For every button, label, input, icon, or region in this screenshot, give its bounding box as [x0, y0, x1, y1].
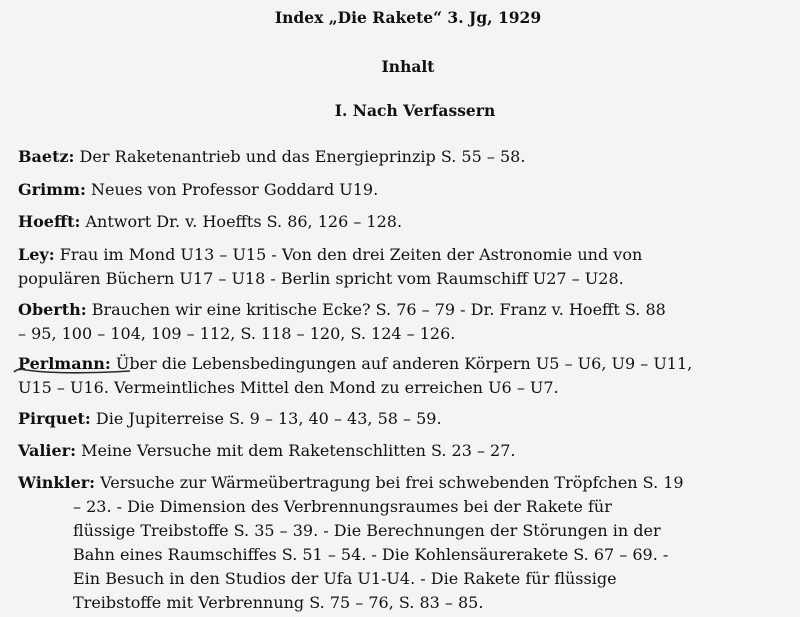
entry-text: Versuche zur Wärmeübertragung bei frei schwebenden Tröpfchen S. 19 [95, 473, 684, 492]
entry-text: Der Raketenantrieb und das Energieprinzip S. 55 – 58. [74, 147, 526, 166]
entry-line [18, 352, 793, 376]
entry-line: flüssige Treibstoffe S. 35 – 39. - Die Berechnungen der Störungen in der [73, 521, 661, 540]
entry-line: – 23. - Die Dimension des Verbrennungsraumes bei der Rakete für [73, 497, 612, 516]
entry-line: U15 – U16. Vermeintliches Mittel den Mond zu erreichen U6 – U7. [18, 378, 559, 397]
document-title: Index „Die Rakete“ 3. Jg, 1929 [274, 8, 542, 27]
author-name: Winkler: [18, 473, 96, 492]
author-name: Pirquet: [18, 409, 91, 428]
entry-hoefft [18, 210, 793, 234]
entry-line [18, 439, 793, 463]
entry-winkler [18, 471, 793, 615]
author-name: Ley: [18, 245, 55, 264]
entry-perlmann [18, 352, 793, 400]
handwritten-underline-icon [12, 366, 132, 380]
underlined-author [18, 352, 111, 376]
entry-line [18, 407, 793, 431]
author-name: Valier: [18, 441, 76, 460]
entry-text: Meine Versuche mit dem Raketenschlitten S. 23 – 27. [75, 441, 516, 460]
entry-text: Brauchen wir eine kritische Ecke? S. 76 – 79 - Dr. Franz v. Hoefft S. 88 [86, 300, 666, 319]
document-subtitle: Inhalt [381, 57, 435, 76]
entry-text: Neues von Professor Goddard U19. [85, 180, 379, 199]
author-name: Hoefft: [18, 212, 81, 231]
entry-oberth [18, 298, 793, 346]
entry-line: populären Büchern U17 – U18 - Berlin spricht vom Raumschiff U27 – U28. [18, 269, 624, 288]
entry-line [18, 298, 793, 322]
entry-text: Frau im Mond U13 – U15 - Von den drei Zeiten der Astronomie und von [54, 245, 643, 264]
entry-line [18, 178, 793, 202]
entry-valier [18, 439, 793, 463]
entry-text: Über die Lebensbedingungen auf anderen Körpern U5 – U6, U9 – U11, [110, 354, 693, 373]
entry-baetz [18, 145, 793, 169]
entry-pirquet [18, 407, 793, 431]
entry-line: Bahn eines Raumschiffes S. 51 – 54. - Die Kohlensäurerakete S. 67 – 69. - [73, 545, 669, 564]
entry-line: Ein Besuch in den Studios der Ufa U1-U4. - Die Rakete für flüssige [73, 569, 617, 588]
entry-text: Antwort Dr. v. Hoeffts S. 86, 126 – 128. [80, 212, 403, 231]
entry-text: Die Jupiterreise S. 9 – 13, 40 – 43, 58 – 59. [90, 409, 442, 428]
entry-grimm [18, 178, 793, 202]
entry-line: Treibstoffe mit Verbrennung S. 75 – 76, S. 83 – 85. [73, 593, 484, 612]
author-name: Oberth: [18, 300, 87, 319]
entry-line [18, 243, 793, 267]
entry-line: – 95, 100 – 104, 109 – 112, S. 118 – 120, S. 124 – 126. [18, 324, 456, 343]
entry-ley [18, 243, 793, 291]
section-heading: I. Nach Verfassern [334, 101, 496, 120]
entry-line [18, 145, 793, 169]
entry-line [18, 471, 793, 495]
author-name: Grimm: [18, 180, 86, 199]
author-name: Perlmann: [18, 354, 111, 373]
entry-line [18, 210, 793, 234]
author-name: Baetz: [18, 147, 75, 166]
